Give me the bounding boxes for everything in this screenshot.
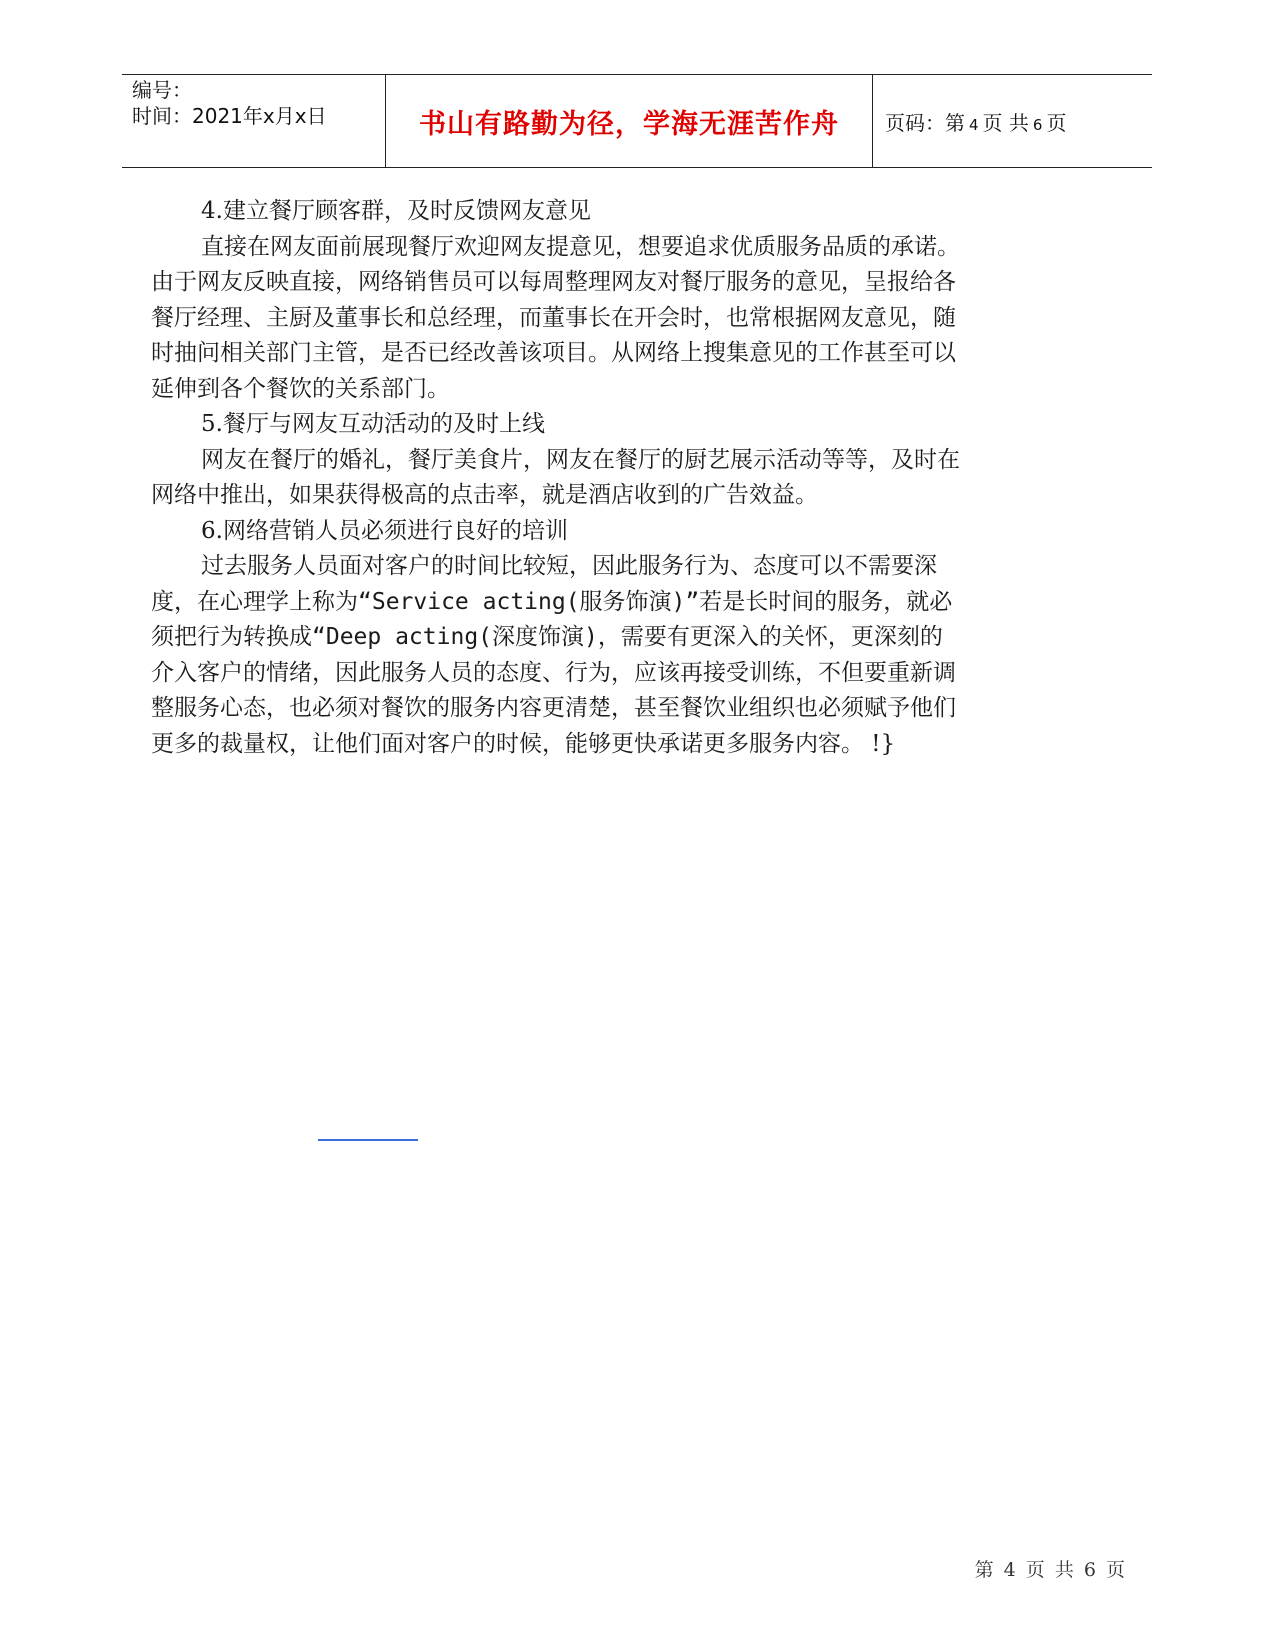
header-page-cell (873, 75, 1152, 167)
service-acting-term: “Service acting(服务饰演)” (358, 588, 700, 615)
paragraph-6-part-e: ，需要有更深入的关怀，更深刻的介入客户的情绪，因此服务人员的态度、行为，应该再接受训练，不但要重新调整服务心态，也必须对餐饮的服务内容更清楚，甚至餐饮业组织也必须赋予他们更多的裁量权，让他们面对客户的时候，能够更快承诺更多服务内容。 (151, 624, 956, 757)
header-motto-cell (385, 75, 873, 167)
page-footer: 第 4 页 共 6 页 (974, 1559, 1127, 1581)
section-heading-4: 4.建立餐厅顾客群，及时反馈网友意见 (201, 198, 591, 224)
paragraph-5: 网友在餐厅的婚礼，餐厅美食片，网友在餐厅的厨艺展示活动等等，及时在网络中推出，如果获得极高的点击率，就是酒店收到的广告效益。 (151, 446, 960, 508)
section-heading-6: 6.网络营销人员必须进行良好的培训 (201, 517, 568, 544)
time-label: 时间：2021年x月x日 (132, 104, 327, 128)
page-current: 4 (969, 115, 979, 134)
number-label: 编号： (132, 78, 192, 102)
motto-text: 书山有路勤为径，学海无涯苦作舟 (419, 108, 839, 140)
paragraph-4: 直接在网友面前展现餐厅欢迎网友提意见，想要追求优质服务品质的承诺。由于网友反映直接，网络销售员可以每周整理网友对餐厅服务的意见，呈报给各餐厅经理、主厨及董事长和总经理，而董事长在开会时，也常根据网友意见，随时抽问相关部门主管，是否已经改善该项目。从网络上搜集意见的工作甚至可以延伸到各个餐饮的关系部门。 (151, 233, 960, 402)
deep-acting-term: “Deep acting(深度饰演) (312, 624, 598, 650)
section-heading-5: 5.餐厅与网友互动活动的及时上线 (201, 411, 545, 437)
page-prefix: 页码：第 (885, 110, 965, 135)
paragraph-6-end: !} (864, 730, 896, 757)
paragraph-6 (151, 549, 961, 762)
paragraph-6-part-a: 过去服务人员面对客户的时间比较短，因此服务行为、态度可以不需要深度，在心理学上称为 (151, 553, 937, 615)
paragraph-6-part-c: 若是长时间的服务，就必须把行为转换成 (151, 588, 953, 650)
header-page-number (885, 107, 1066, 136)
page-total: 6 (1032, 115, 1043, 134)
page-mid: 页 共 (982, 110, 1029, 135)
document-body (151, 194, 961, 762)
page-header (122, 74, 1152, 168)
header-meta-cell (122, 75, 385, 167)
hyperlink-underline[interactable] (318, 1139, 418, 1141)
page-suffix: 页 (1046, 110, 1067, 135)
